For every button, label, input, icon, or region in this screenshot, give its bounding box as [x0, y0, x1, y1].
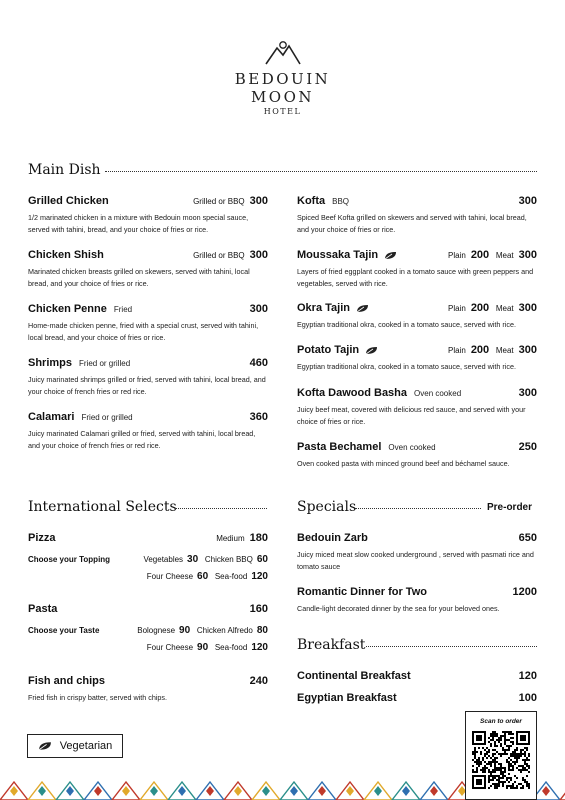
item-tag: BBQ	[332, 197, 350, 206]
item-name: Pasta Bechamel	[297, 441, 382, 453]
menu-item	[28, 249, 268, 290]
item-name: Moussaka Tajin	[297, 249, 379, 261]
pizza-section	[28, 532, 268, 582]
menu-item	[297, 586, 537, 615]
item-price: 250	[518, 441, 537, 453]
menu-item	[297, 344, 537, 373]
main-dish-title: Main Dish	[28, 162, 101, 178]
item-description: Marinated chicken breasts grilled on skewers, served with tahini, local bread, and your choice of fries or rice.	[28, 267, 250, 288]
option-label: Four Cheese	[146, 643, 194, 652]
mountain-logo-icon	[263, 40, 303, 66]
price-note: Grilled or BBQ	[193, 197, 245, 206]
item-name: Calamari	[28, 411, 75, 423]
item-description: Candle-light decorated dinner by the sea for your beloved ones.	[297, 604, 500, 613]
breakfast-divider	[366, 646, 537, 647]
item-name: Kofta Dawood Basha	[297, 387, 408, 399]
item-description: Egyptian traditional okra, cooked in a tomato sauce, served with rice.	[297, 362, 516, 371]
item-description: Layers of fried eggplant cooked in a tomato sauce with green peppers and vegetables, served with rice.	[297, 267, 534, 288]
item-name: Fish and chips	[28, 675, 106, 687]
item-price: 240	[249, 675, 268, 687]
item-description: Oven cooked pasta with minced ground beef and béchamel sauce.	[297, 459, 510, 468]
menu-item	[28, 675, 268, 704]
item-name: Grilled Chicken	[28, 195, 109, 207]
item-name: Potato Tajin	[297, 344, 360, 356]
menu-item	[28, 411, 268, 452]
item-description: Juicy miced meat slow cooked underground , served with pasmati rice and tomato sauce	[297, 550, 534, 571]
item-tag: Fried	[113, 305, 133, 314]
breakfast-title: Breakfast	[297, 637, 366, 653]
option-label: Sea-food	[214, 572, 248, 581]
option-price: 60	[256, 554, 268, 565]
item-name: Chicken Shish	[28, 249, 104, 261]
meat-label: Meat	[495, 251, 514, 260]
choose-topping-label: Choose your Topping	[28, 555, 111, 564]
item-price: 180	[249, 532, 268, 544]
qr-code-icon[interactable]	[472, 731, 530, 789]
item-description: Spiced Beef Kofta grilled on skewers and served with tahini, local bread, and your choice of fries or rice.	[297, 213, 527, 234]
item-price: 300	[518, 387, 537, 399]
pasta-section	[28, 603, 268, 653]
item-name: Shrimps	[28, 357, 73, 369]
item-description: Egyptian traditional okra, cooked in a tomato sauce, served with rice.	[297, 320, 516, 329]
option-price: 30	[187, 554, 199, 565]
item-name: Pasta	[28, 603, 58, 615]
option-price: 120	[251, 571, 268, 582]
item-name: Bedouin Zarb	[297, 532, 368, 544]
item-price: 300	[249, 195, 268, 207]
item-price: 650	[518, 532, 537, 544]
option-price: 90	[179, 625, 191, 636]
item-description: Fried fish in crispy batter, served with chips.	[28, 693, 168, 702]
plain-price: 200	[470, 249, 490, 261]
option-price: 80	[256, 625, 268, 636]
item-name: Egyptian Breakfast	[297, 692, 397, 704]
option-label: Bolognese	[137, 626, 176, 635]
plain-price: 200	[470, 302, 490, 314]
specials-title: Specials	[297, 499, 357, 515]
size-label: Medium	[216, 534, 245, 543]
meat-price: 300	[518, 344, 537, 356]
option-label: Chicken Alfredo	[196, 626, 253, 635]
brand-name-line2: MOON	[250, 88, 315, 106]
plain-label: Plain	[448, 346, 466, 355]
option-label: Chicken BBQ	[204, 555, 253, 564]
option-price: 120	[251, 642, 268, 653]
item-tag: Oven cooked	[414, 389, 462, 398]
plain-price: 200	[470, 344, 490, 356]
menu-item	[297, 387, 537, 428]
leaf-icon	[365, 346, 378, 355]
option-price: 90	[197, 642, 209, 653]
item-price: 160	[249, 603, 268, 615]
menu-item	[28, 357, 268, 398]
menu-item	[297, 195, 537, 236]
item-description: Juicy marinated shrimps grilled or fried, served with tahini, local bread, and your choice of french fries or red rice.	[28, 375, 266, 396]
item-name: Okra Tajin	[297, 302, 350, 314]
item-price: 460	[249, 357, 268, 369]
item-price: 360	[249, 411, 268, 423]
item-name: Continental Breakfast	[297, 670, 411, 682]
option-label: Four Cheese	[146, 572, 194, 581]
menu-item	[297, 692, 537, 704]
menu-item	[297, 249, 537, 290]
option-label: Sea-food	[214, 643, 248, 652]
plain-label: Plain	[448, 251, 466, 260]
meat-price: 300	[518, 249, 537, 261]
menu-item	[297, 302, 537, 331]
international-divider	[175, 508, 267, 509]
item-price: 1200	[512, 586, 537, 598]
item-description: 1/2 marinated chicken in a mixture with Bedouin moon special sauce, served with tahini, bread, and your choice of fries or rice.	[28, 213, 249, 234]
brand-name-line1: BEDOUIN	[234, 70, 331, 88]
meat-label: Meat	[495, 346, 514, 355]
qr-label: Scan to order	[480, 718, 522, 725]
item-description: Home-made chicken penne, fried with a special crust, served with tahini, local bread, and your choice of fries or rice.	[28, 321, 259, 342]
leaf-icon	[356, 304, 369, 313]
item-description: Juicy beef meat, covered with delicious red sauce, and served with your choice of fries or rice.	[297, 405, 526, 426]
item-price: 300	[518, 195, 537, 207]
menu-item	[297, 441, 537, 470]
specials-divider	[355, 508, 481, 509]
item-price: 100	[518, 692, 537, 704]
menu-item	[297, 670, 537, 682]
item-price: 300	[249, 303, 268, 315]
vegetarian-label: Vegetarian	[59, 740, 113, 752]
menu-item	[297, 532, 537, 573]
leaf-icon	[38, 741, 52, 751]
item-name: Romantic Dinner for Two	[297, 586, 427, 598]
item-tag: Fried or grilled	[81, 413, 133, 422]
item-price: 300	[249, 249, 268, 261]
item-tag: Fried or grilled	[79, 359, 131, 368]
main-dish-divider	[105, 171, 537, 172]
option-label: Vegetables	[143, 555, 184, 564]
item-name: Pizza	[28, 532, 56, 544]
choose-taste-label: Choose your Taste	[28, 626, 100, 635]
option-price: 60	[197, 571, 209, 582]
brand-subtitle: HOTEL	[263, 107, 302, 116]
meat-label: Meat	[495, 304, 514, 313]
leaf-icon	[384, 251, 397, 260]
item-tag: Oven cooked	[388, 443, 436, 452]
menu-item	[28, 195, 268, 236]
brand-logo	[0, 40, 565, 116]
item-price: 120	[518, 670, 537, 682]
item-name: Kofta	[297, 195, 326, 207]
item-description: Juicy marinated Calamari grilled or fried, served with tahini, local bread, and your choice of french fries or red rice.	[28, 429, 256, 450]
vegetarian-legend	[27, 734, 123, 758]
menu-item	[28, 303, 268, 344]
price-note: Grilled or BBQ	[193, 251, 245, 260]
plain-label: Plain	[448, 304, 466, 313]
preorder-label: Pre-order	[487, 502, 533, 513]
item-name: Chicken Penne	[28, 303, 107, 315]
qr-order-box[interactable]	[465, 711, 537, 800]
meat-price: 300	[518, 302, 537, 314]
international-title: International Selects	[28, 499, 177, 515]
